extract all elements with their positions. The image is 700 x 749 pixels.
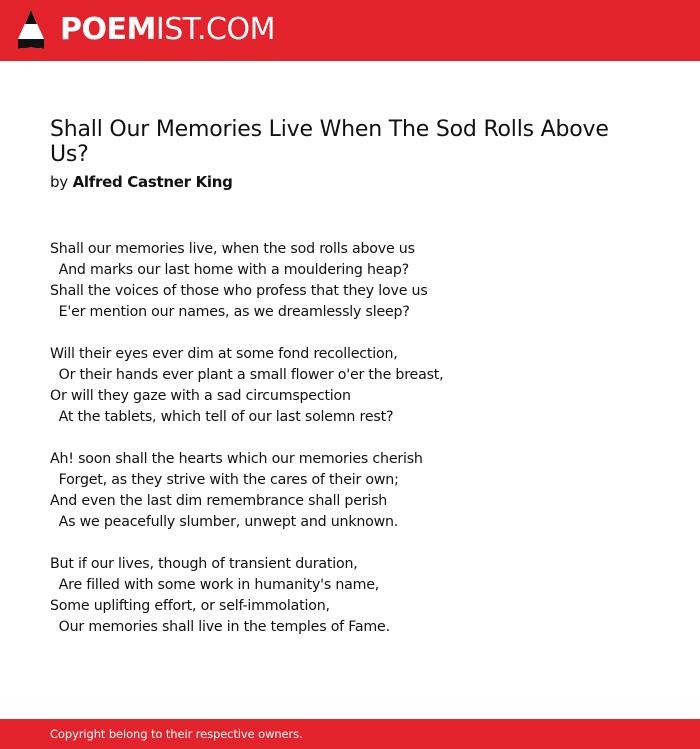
poem-line: Forget, as they strive with the cares of their own;: [50, 472, 399, 488]
poem-body: [50, 239, 650, 638]
poem-line: Our memories shall live in the temples of Fame.: [50, 619, 390, 635]
logo-text-light: IST.COM: [155, 12, 275, 47]
author-name: Alfred Castner King: [72, 173, 233, 191]
poem-line: Or their hands ever plant a small flower o'er the breast,: [50, 367, 444, 383]
poem-line: But if our lives, though of transient duration,: [50, 556, 358, 572]
poem-line: Are filled with some work in humanity's name,: [50, 577, 380, 593]
poem-title: Shall Our Memories Live When The Sod Rolls Above Us?: [50, 117, 609, 167]
poem-stanza: [50, 449, 650, 533]
poem-line: As we peacefully slumber, unwept and unknown.: [50, 514, 399, 530]
byline-prefix: by: [50, 173, 68, 191]
poem-stanza: [50, 554, 650, 638]
poem-line: Shall the voices of those who profess that they love us: [50, 283, 428, 299]
site-logo-text: [60, 9, 275, 51]
poem-line: And even the last dim remembrance shall perish: [50, 493, 388, 509]
poem-line: Some uplifting effort, or self-immolation,: [50, 598, 330, 614]
poem-line: Will their eyes ever dim at some fond recollection,: [50, 346, 398, 362]
poem-byline: [50, 171, 650, 193]
site-header: [0, 0, 700, 61]
poem-content: [50, 117, 650, 659]
pencil-icon: [16, 9, 46, 51]
poem-stanza: [50, 344, 650, 428]
copyright-text: Copyright belong to their respective owners.: [50, 727, 303, 741]
poem-line: At the tablets, which tell of our last solemn rest?: [50, 409, 394, 425]
site-logo-link[interactable]: [16, 9, 275, 51]
poem-line: Ah! soon shall the hearts which our memories cherish: [50, 451, 423, 467]
poem-line: And marks our last home with a mouldering heap?: [50, 262, 409, 278]
poem-line: Or will they gaze with a sad circumspection: [50, 388, 351, 404]
poem-line: Shall our memories live, when the sod rolls above us: [50, 241, 415, 257]
logo-text-bold: POEM: [60, 12, 156, 47]
site-footer: [0, 719, 700, 749]
poem-line: E'er mention our names, as we dreamlessly sleep?: [50, 304, 410, 320]
poem-stanza: [50, 239, 650, 323]
